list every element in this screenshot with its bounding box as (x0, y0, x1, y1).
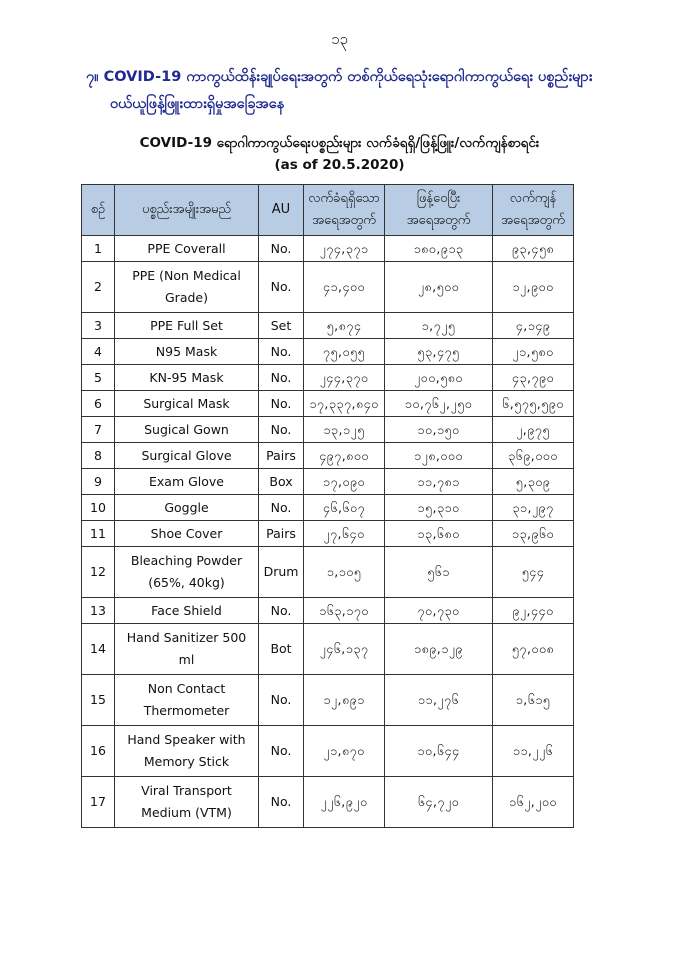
cell-received: ၁၃,၁၂၅ (304, 417, 385, 443)
cell-item-name: Sugical Gown (115, 417, 259, 443)
cell-remaining: ၉၃,၄၅၈ (493, 236, 574, 262)
cell-serial: 14 (82, 624, 115, 675)
cell-distributed: ၅၆၁ (385, 547, 493, 598)
cell-au: No. (259, 777, 304, 828)
header-au: AU (259, 185, 304, 236)
cell-item-name: Surgical Mask (115, 391, 259, 417)
header-distributed: ဖြန့်ဝေပြီး အရေအတွက် (385, 185, 493, 236)
cell-received: ၂၂၆,၉၂၀ (304, 777, 385, 828)
cell-received: ၂၁,၈၇၀ (304, 726, 385, 777)
cell-distributed: ၂၈,၅၀၀ (385, 262, 493, 313)
cell-au: Box (259, 469, 304, 495)
cell-serial: 4 (82, 339, 115, 365)
cell-au: No. (259, 598, 304, 624)
cell-distributed: ၅၃,၄၇၅ (385, 339, 493, 365)
table-row (82, 262, 574, 313)
cell-item-name: Viral Transport Medium (VTM) (115, 777, 259, 828)
cell-serial: 13 (82, 598, 115, 624)
table-header-row (82, 185, 574, 236)
table-row (82, 675, 574, 726)
cell-received: ၂၄၄,၃၇၀ (304, 365, 385, 391)
cell-item-name: KN-95 Mask (115, 365, 259, 391)
table-row (82, 495, 574, 521)
cell-remaining: ၃၆၉,၀၀၀ (493, 443, 574, 469)
cell-serial: 7 (82, 417, 115, 443)
cell-remaining: ၁၂,၉၀၀ (493, 262, 574, 313)
cell-serial: 9 (82, 469, 115, 495)
page-number: ၁၃ (331, 30, 348, 48)
cell-au: No. (259, 495, 304, 521)
cell-au: No. (259, 262, 304, 313)
header-received: လက်ခံရရှိသော အရေအတွက် (304, 185, 385, 236)
cell-received: ၇၅,၀၅၅ (304, 339, 385, 365)
cell-serial: 1 (82, 236, 115, 262)
cell-received: ၅,၈၇၄ (304, 313, 385, 339)
cell-received: ၂၄၆,၁၃၇ (304, 624, 385, 675)
header-remaining: လက်ကျန် အရေအတွက် (493, 185, 574, 236)
table-row (82, 521, 574, 547)
cell-remaining: ၁၃,၉၆၀ (493, 521, 574, 547)
cell-au: Pairs (259, 521, 304, 547)
cell-serial: 5 (82, 365, 115, 391)
cell-received: ၁၇,၀၉၀ (304, 469, 385, 495)
cell-remaining: ၁,၆၁၅ (493, 675, 574, 726)
table-row (82, 726, 574, 777)
cell-remaining: ၁၆၂,၂၀၀ (493, 777, 574, 828)
table-row (82, 391, 574, 417)
cell-item-name: PPE (Non Medical Grade) (115, 262, 259, 313)
cell-au: No. (259, 391, 304, 417)
cell-remaining: ၃၁,၂၉၇ (493, 495, 574, 521)
table-row (82, 469, 574, 495)
cell-au: Set (259, 313, 304, 339)
header-serial: စဉ် (82, 185, 115, 236)
cell-item-name: N95 Mask (115, 339, 259, 365)
cell-serial: 10 (82, 495, 115, 521)
cell-distributed: ၁၀,၆၄၄ (385, 726, 493, 777)
cell-remaining: ၅၄၄ (493, 547, 574, 598)
table-row (82, 777, 574, 828)
cell-item-name: PPE Coverall (115, 236, 259, 262)
cell-item-name: Surgical Glove (115, 443, 259, 469)
cell-received: ၁,၁၀၅ (304, 547, 385, 598)
cell-serial: 16 (82, 726, 115, 777)
cell-distributed: ၁၈၉,၁၂၉ (385, 624, 493, 675)
cell-remaining: ၂,၉၇၅ (493, 417, 574, 443)
table-row (82, 624, 574, 675)
cell-au: No. (259, 339, 304, 365)
table-row (82, 365, 574, 391)
cell-distributed: ၁၅,၃၁၀ (385, 495, 493, 521)
cell-distributed: ၁၁,၇၈၁ (385, 469, 493, 495)
cell-item-name: PPE Full Set (115, 313, 259, 339)
cell-item-name: Goggle (115, 495, 259, 521)
cell-serial: 2 (82, 262, 115, 313)
cell-item-name: Face Shield (115, 598, 259, 624)
cell-remaining: ၉၂,၄၄၀ (493, 598, 574, 624)
cell-received: ၁၂,၈၉၁ (304, 675, 385, 726)
cell-distributed: ၂၀၀,၅၈၀ (385, 365, 493, 391)
cell-remaining: ၄,၁၄၉ (493, 313, 574, 339)
cell-distributed: ၆၄,၇၂၀ (385, 777, 493, 828)
ppe-stock-table (81, 184, 574, 828)
cell-distributed: ၁၈၀,၉၁၃ (385, 236, 493, 262)
table-row (82, 443, 574, 469)
cell-serial: 3 (82, 313, 115, 339)
cell-item-name: Non Contact Thermometer (115, 675, 259, 726)
cell-received: ၁၆၃,၁၇၀ (304, 598, 385, 624)
cell-serial: 15 (82, 675, 115, 726)
cell-received: ၄၁,၄၀၀ (304, 262, 385, 313)
cell-remaining: ၆,၅၇၅,၅၉၀ (493, 391, 574, 417)
section-heading-line2: ဝယ်ယူဖြန့်ဖြူးထားရှိမှုအခြေအနေ (110, 96, 285, 112)
cell-item-name: Hand Speaker with Memory Stick (115, 726, 259, 777)
cell-remaining: ၁၁,၂၂၆ (493, 726, 574, 777)
cell-received: ၁၇,၃၃၇,၈၄၀ (304, 391, 385, 417)
cell-au: No. (259, 675, 304, 726)
cell-au: Pairs (259, 443, 304, 469)
cell-remaining: ၅,၃၀၉ (493, 469, 574, 495)
cell-au: No. (259, 726, 304, 777)
table-row (82, 598, 574, 624)
cell-distributed: ၁၀,၇၆၂,၂၅၀ (385, 391, 493, 417)
cell-au: Drum (259, 547, 304, 598)
cell-item-name: Bleaching Powder (65%, 40kg) (115, 547, 259, 598)
cell-received: ၄၆,၆၀၇ (304, 495, 385, 521)
table-row (82, 547, 574, 598)
cell-item-name: Shoe Cover (115, 521, 259, 547)
cell-au: No. (259, 236, 304, 262)
cell-distributed: ၁၂၈,၀၀၀ (385, 443, 493, 469)
cell-distributed: ၁,၇၂၅ (385, 313, 493, 339)
cell-serial: 17 (82, 777, 115, 828)
cell-remaining: ၅၇,၀၀၈ (493, 624, 574, 675)
cell-remaining: ၂၁,၅၈၀ (493, 339, 574, 365)
table-title (0, 132, 679, 176)
cell-serial: 6 (82, 391, 115, 417)
cell-distributed: ၁၃,၆၈၀ (385, 521, 493, 547)
cell-serial: 8 (82, 443, 115, 469)
header-item-name: ပစ္စည်းအမျိုးအမည် (115, 185, 259, 236)
cell-serial: 11 (82, 521, 115, 547)
cell-received: ၂၇,၆၄၀ (304, 521, 385, 547)
cell-distributed: ၁၀,၁၅၀ (385, 417, 493, 443)
cell-serial: 12 (82, 547, 115, 598)
table-title-line1: COVID-19 ရောဂါကာကွယ်ရေးပစ္စည်းများ လက်ခံရရှိ/ဖြန့်ဖြူး/လက်ကျန်စာရင်း (139, 135, 540, 151)
table-row (82, 417, 574, 443)
cell-received: ၂၇၄,၃၇၁ (304, 236, 385, 262)
cell-distributed: ၇၀,၇၃၀ (385, 598, 493, 624)
cell-item-name: Exam Glove (115, 469, 259, 495)
cell-au: Bot (259, 624, 304, 675)
table-row (82, 313, 574, 339)
cell-au: No. (259, 417, 304, 443)
table-row (82, 339, 574, 365)
table-row (82, 236, 574, 262)
cell-au: No. (259, 365, 304, 391)
cell-remaining: ၄၃,၇၉၀ (493, 365, 574, 391)
cell-received: ၄၉၇,၈၀၀ (304, 443, 385, 469)
cell-item-name: Hand Sanitizer 500 ml (115, 624, 259, 675)
cell-distributed: ၁၁,၂၇၆ (385, 675, 493, 726)
table-title-date: (as of 20.5.2020) (274, 157, 405, 173)
section-heading-line1: ၇။ COVID-19 ကာကွယ်ထိန်းချုပ်ရေးအတွက် တစ်ကိုယ်ရေသုံးရောဂါကာကွယ်ရေး ပစ္စည်းများ (86, 69, 593, 85)
section-heading (86, 64, 646, 118)
